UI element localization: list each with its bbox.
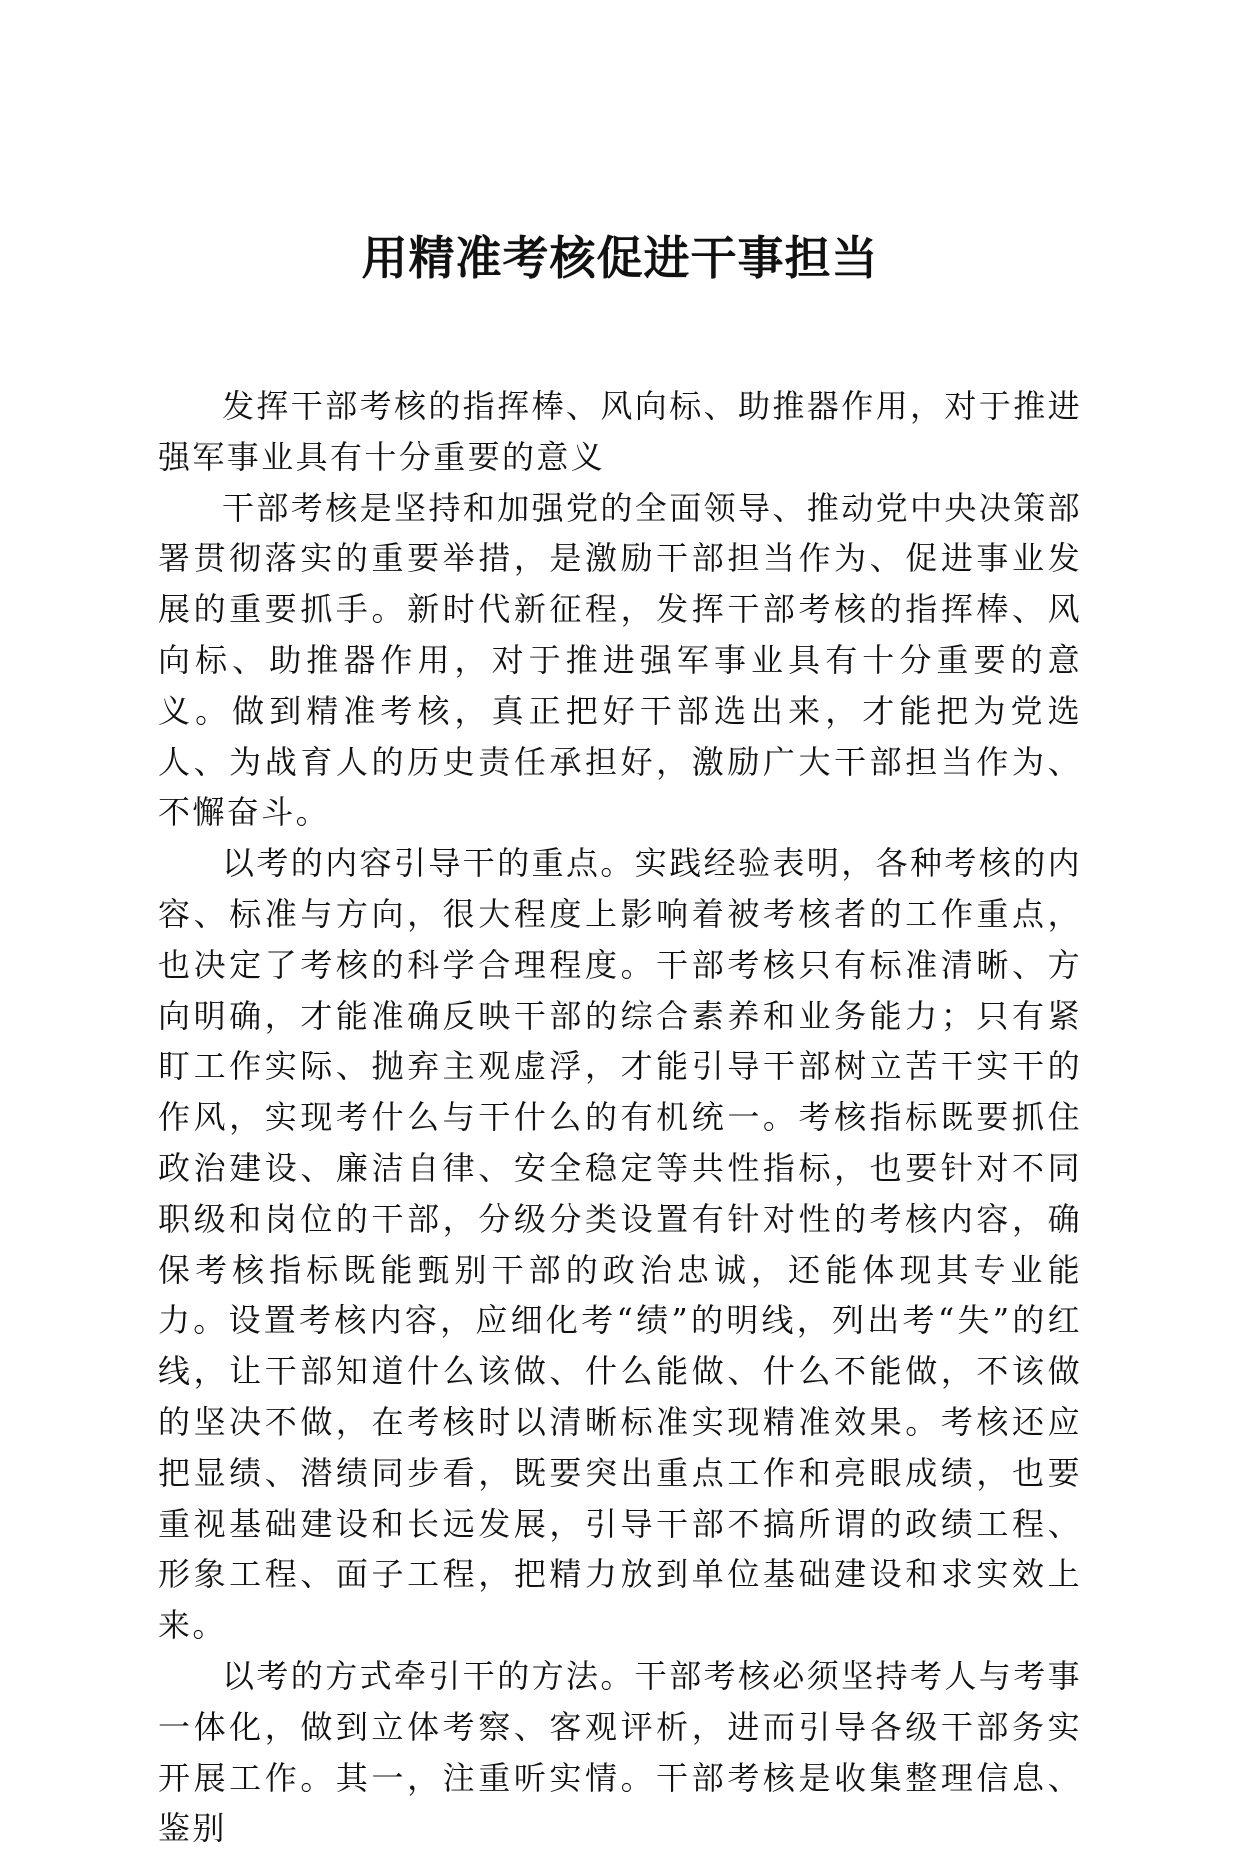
paragraph-method-guidance: 以考的方式牵引干的方法。干部考核必须坚持考人与考事一体化，做到立体考察、客观评析，进而引导各级干部务实开展工作。其一，注重听实情。干部考核是收集整理信息、鉴别 (158, 1656, 1083, 1848)
paragraph-intro: 干部考核是坚持和加强党的全面领导、推动党中央决策部署贯彻落实的重要举措，是激励干部担当作为、促进事业发展的重要抓手。新时代新征程，发挥干部考核的指挥棒、风向标、助推器作用，对于推进强军事业具有十分重要的意义。做到精准考核，真正把好干部选出来，才能把为党选人、为战育人的历史责任承担好，激励广大干部担当作为、不懈奋斗。 (158, 488, 1083, 832)
paragraph-subtitle: 发挥干部考核的指挥棒、风向标、助推器作用，对于推进强军事业具有十分重要的意义 (158, 387, 1083, 476)
document-title: 用精准考核促进干事担当 (361, 231, 879, 285)
document-body (158, 381, 1082, 1854)
paragraph-content-guidance: 以考的内容引导干的重点。实践经验表明，各种考核的内容、标准与方向，很大程度上影响着被考核者的工作重点，也决定了考核的科学合理程度。干部考核只有标准清晰、方向明确，才能准确反映干部的综合素养和业务能力；只有紧盯工作实际、抛弃主观虚浮，才能引导干部树立苦干实干的作风，实现考什么与干什么的有机统一。考核指标既要抓住政治建设、廉洁自律、安全稳定等共性指标，也要针对不同职级和岗位的干部，分级分类设置有针对性的考核内容，确保考核指标既能甄别干部的政治忠诚，还能体现其专业能力。设置考核内容，应细化考“绩”的明线，列出考“失”的红线，让干部知道什么该做、什么能做、什么不能做，不该做的坚决不做，在考核时以清晰标准实现精准效果。考核还应把显绩、潜绩同步看，既要突出重点工作和亮眼成绩，也要重视基础建设和长远发展，引导干部不搞所谓的政绩工程、形象工程、面子工程，把精力放到单位基础建设和求实效上来。 (158, 844, 1083, 1645)
